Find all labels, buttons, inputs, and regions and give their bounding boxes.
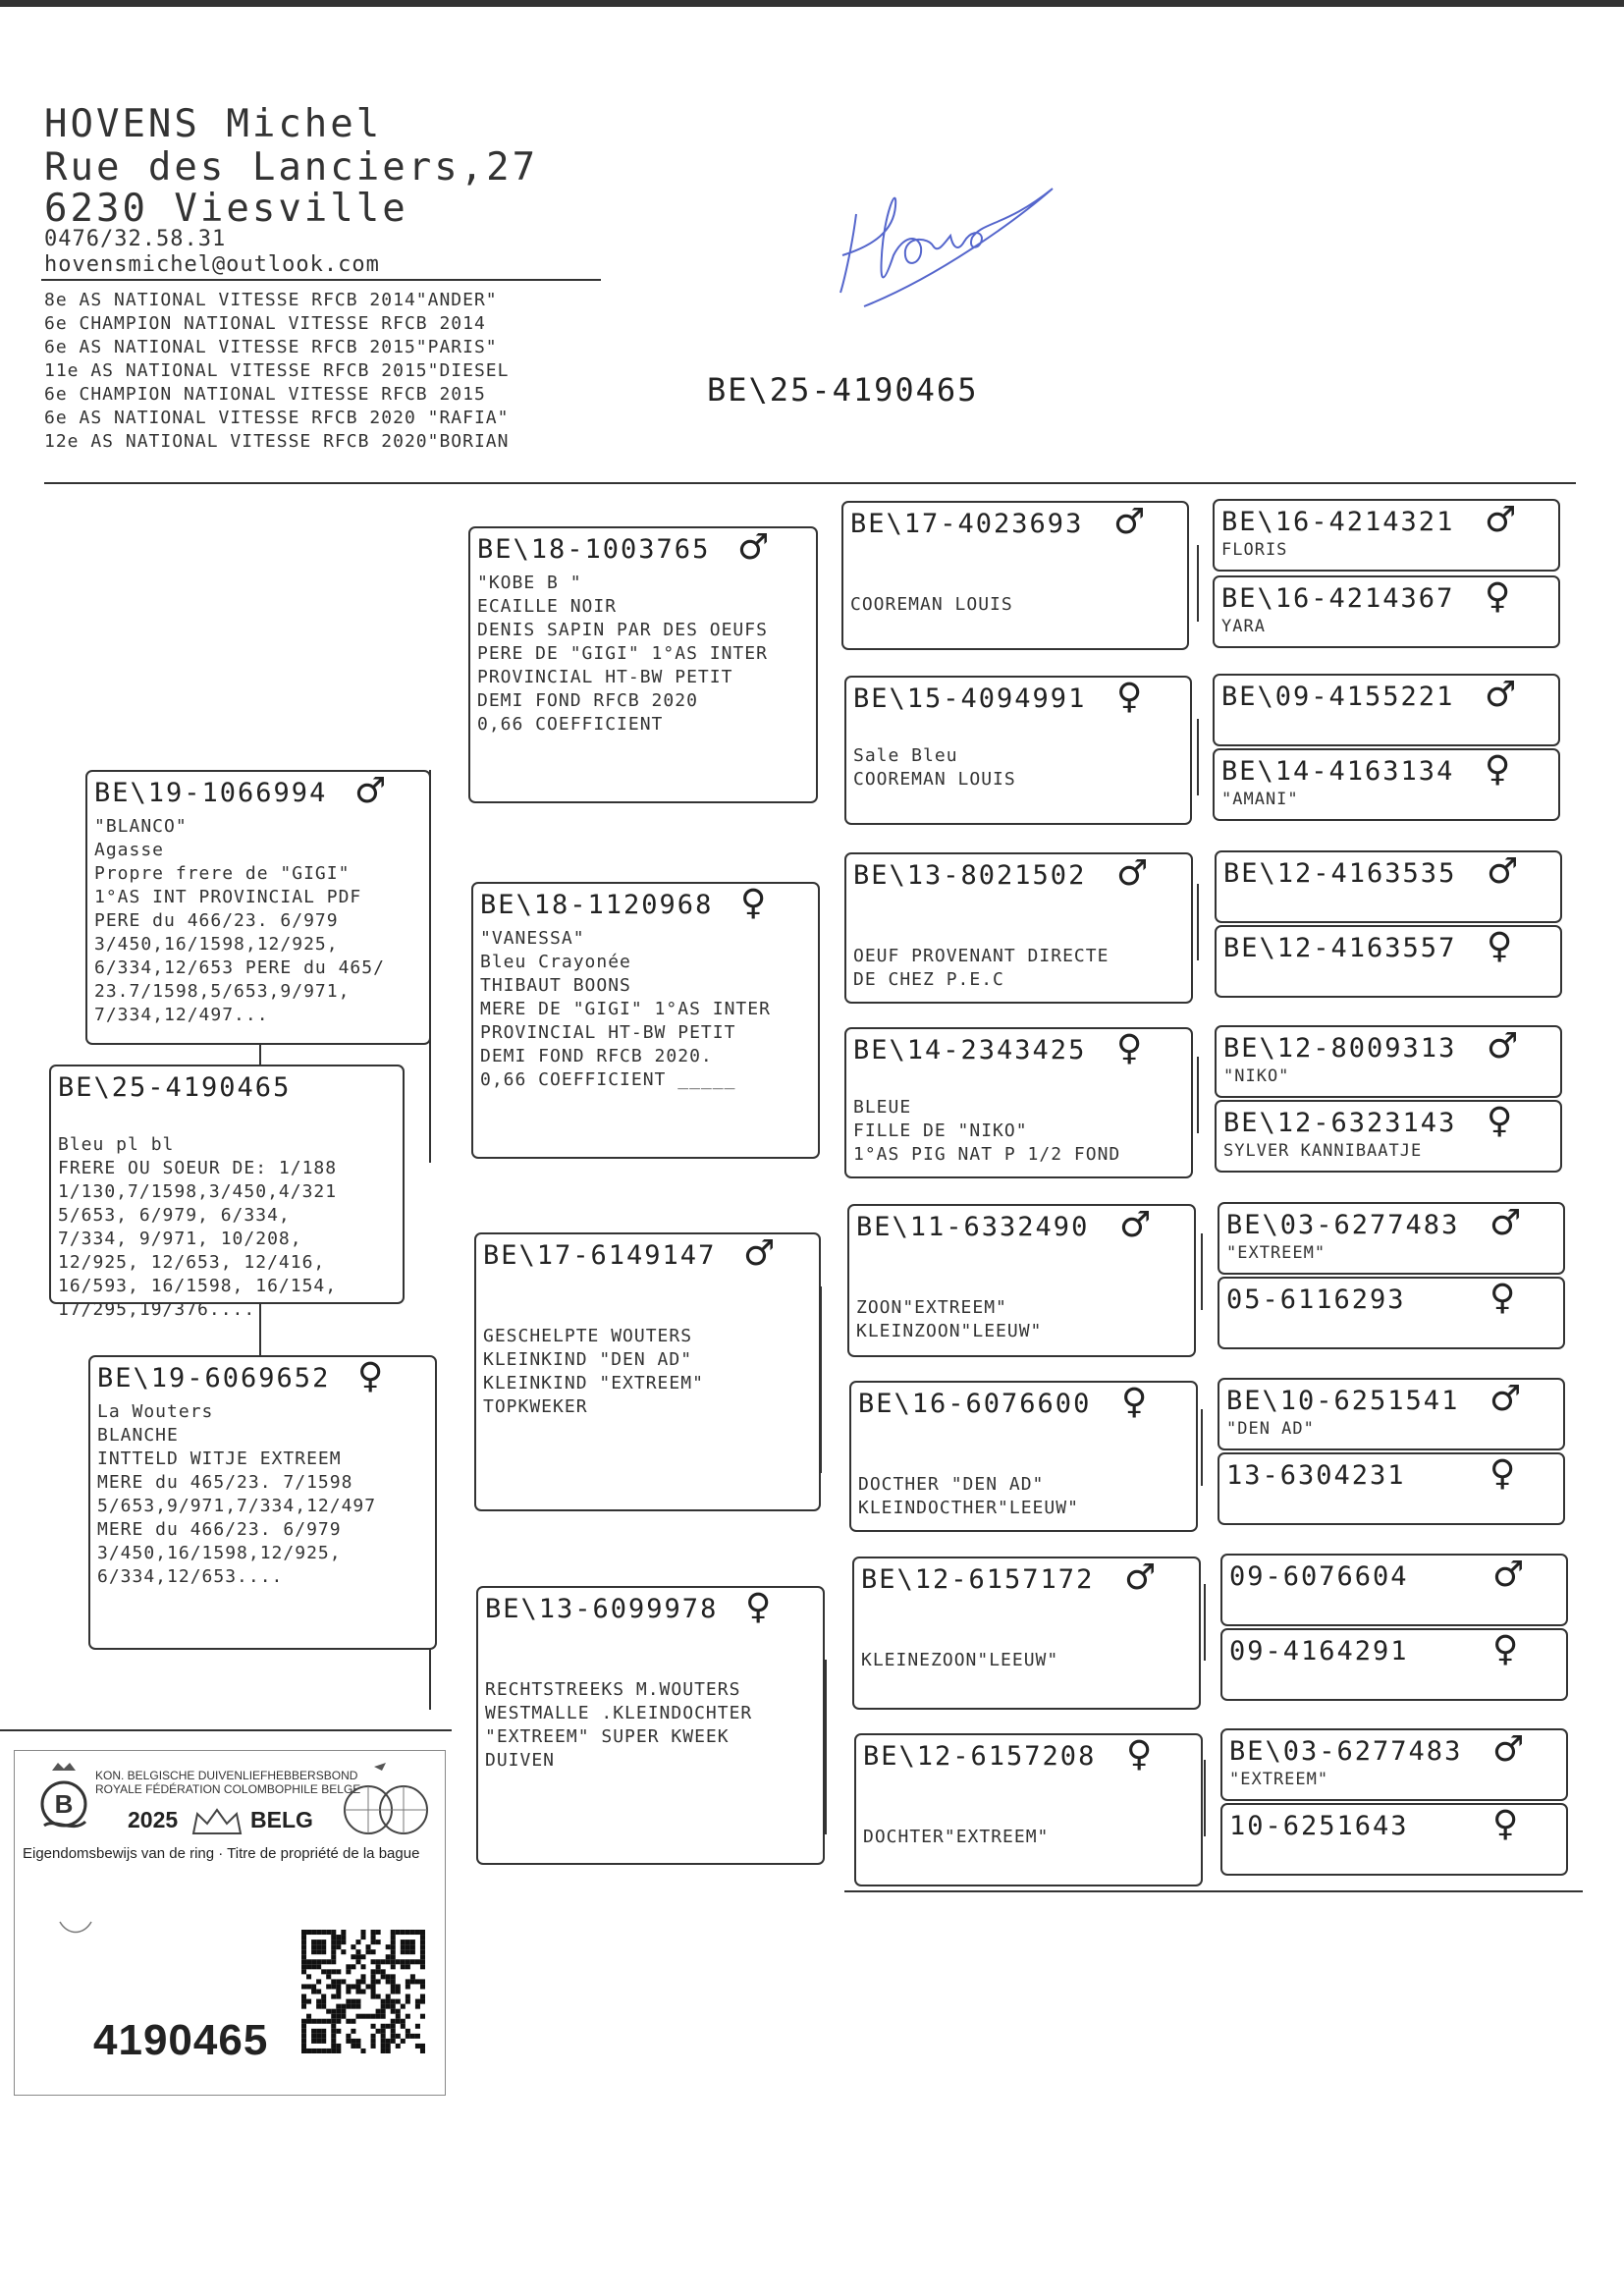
pigeon-note: DOCTHER "DEN AD" bbox=[858, 1474, 1045, 1495]
female-symbol-icon: ♀ bbox=[740, 883, 767, 923]
pigeon-note: COOREMAN LOUIS bbox=[850, 594, 1013, 615]
pigeon-note: KLEINDOCTHER"LEEUW" bbox=[858, 1498, 1079, 1518]
great-great-grandparent-box bbox=[1215, 925, 1562, 998]
male-symbol-icon: ♂ bbox=[1113, 502, 1146, 542]
pigeon-note: Bleu pl bl bbox=[58, 1134, 175, 1155]
pigeon-note: FLORIS bbox=[1221, 540, 1288, 560]
great-great-grandparent-box bbox=[1213, 575, 1560, 648]
great-grandparent-box bbox=[844, 852, 1193, 1004]
ring-id: BE\03-6277483 bbox=[1226, 1210, 1460, 1240]
female-symbol-icon: ♀ bbox=[1116, 1028, 1143, 1068]
result-line: 6e AS NATIONAL VITESSE RFCB 2020 "RAFIA" bbox=[44, 408, 510, 428]
female-symbol-icon: ♀ bbox=[1487, 1101, 1513, 1141]
female-symbol-icon: ♀ bbox=[357, 1356, 384, 1396]
pigeon-note: 1/130,7/1598,3/450,4/321 bbox=[58, 1181, 338, 1202]
pigeon-note: 0,66 COEFFICIENT bbox=[477, 714, 664, 735]
female-symbol-icon: ♀ bbox=[1121, 1382, 1148, 1422]
maternal-grandmother-box bbox=[476, 1586, 825, 1865]
pigeon-note: Propre frere de "GIGI" bbox=[94, 863, 351, 884]
ring-id: BE\13-6099978 bbox=[485, 1594, 719, 1624]
pigeon-note: Sale Bleu bbox=[853, 745, 958, 766]
great-great-grandparent-box bbox=[1215, 850, 1562, 923]
pigeon-note: INTTELD WITJE EXTREEM bbox=[97, 1448, 342, 1469]
ring-id: BE\12-6157208 bbox=[863, 1741, 1097, 1772]
male-symbol-icon: ♂ bbox=[737, 527, 770, 568]
ring-id: BE\12-8009313 bbox=[1223, 1033, 1457, 1064]
maternal-grandfather-box bbox=[474, 1232, 821, 1511]
owner-street: Rue des Lanciers,27 bbox=[44, 145, 539, 190]
ring-ownership-card bbox=[14, 1750, 446, 2096]
pigeon-note: DEMI FOND RFCB 2020 bbox=[477, 690, 698, 711]
pigeon-note: BLEUE bbox=[853, 1097, 912, 1118]
pigeon-note: SYLVER KANNIBAATJE bbox=[1223, 1141, 1423, 1161]
pigeon-note: PERE DE "GIGI" 1°AS INTER bbox=[477, 643, 768, 664]
ring-year: 2025 bbox=[128, 1807, 179, 1832]
ring-card-title: Eigendomsbewijs van de ring · Titre de propriété de la bague bbox=[23, 1845, 420, 1862]
ring-id: BE\18-1120968 bbox=[480, 890, 714, 920]
great-grandparent-box bbox=[852, 1557, 1201, 1710]
crest-letter: B bbox=[54, 1789, 74, 1819]
pigeon-note: "BLANCO" bbox=[94, 816, 188, 837]
female-symbol-icon: ♀ bbox=[1485, 749, 1511, 790]
ring-country: BELG bbox=[250, 1807, 313, 1832]
female-symbol-icon: ♀ bbox=[1492, 1804, 1519, 1844]
ring-id: 05-6116293 bbox=[1226, 1284, 1406, 1315]
connector bbox=[259, 1304, 261, 1355]
connector bbox=[1197, 545, 1199, 622]
ring-id: 09-6076604 bbox=[1229, 1561, 1409, 1592]
result-line: 12e AS NATIONAL VITESSE RFCB 2020"BORIAN bbox=[44, 431, 510, 452]
pigeon-note: "EXTREEM" bbox=[1229, 1770, 1329, 1789]
punch-hole-mark bbox=[56, 1910, 95, 1940]
male-symbol-icon: ♂ bbox=[1492, 1555, 1525, 1595]
male-symbol-icon: ♂ bbox=[354, 771, 387, 811]
great-great-grandparent-box bbox=[1215, 1025, 1562, 1098]
pigeon-note: MERE du 465/23. 7/1598 bbox=[97, 1472, 353, 1493]
pigeon-note: YARA bbox=[1221, 617, 1266, 636]
pigeon-note: MERE du 466/23. 6/979 bbox=[97, 1519, 342, 1540]
pigeon-note: "NIKO" bbox=[1223, 1066, 1290, 1086]
female-symbol-icon: ♀ bbox=[1116, 677, 1143, 717]
pigeon-note: WESTMALLE .KLEINDOCHTER bbox=[485, 1703, 753, 1723]
pigeon-note: DENIS SAPIN PAR DES OEUFS bbox=[477, 620, 768, 640]
ring-id: BE\18-1003765 bbox=[477, 534, 711, 565]
male-symbol-icon: ♂ bbox=[1487, 851, 1519, 892]
ring-id: 09-4164291 bbox=[1229, 1636, 1409, 1667]
great-great-grandparent-box bbox=[1213, 674, 1560, 746]
paternal-grandmother-box bbox=[471, 882, 820, 1159]
ring-id: BE\03-6277483 bbox=[1229, 1736, 1463, 1767]
subject-ring-number: BE\25-4190465 bbox=[707, 371, 979, 409]
pigeon-note: 3/450,16/1598,12/925, bbox=[97, 1543, 342, 1563]
ring-id: BE\14-4163134 bbox=[1221, 756, 1455, 787]
ring-id: BE\19-1066994 bbox=[94, 778, 328, 808]
pigeon-note: 7/334,12/497... bbox=[94, 1005, 269, 1025]
pigeon-note: DUIVEN bbox=[485, 1750, 556, 1771]
male-symbol-icon: ♂ bbox=[1485, 500, 1517, 540]
pigeon-note: DEMI FOND RFCB 2020. bbox=[480, 1046, 713, 1066]
pigeon-note: COOREMAN LOUIS bbox=[853, 769, 1016, 790]
connector bbox=[1201, 1233, 1203, 1310]
pigeon-note: 6/334,12/653.... bbox=[97, 1566, 284, 1587]
pigeon-note: GESCHELPTE WOUTERS bbox=[483, 1326, 693, 1346]
federation-name-fr: ROYALE FÉDÉRATION COLOMBOPHILE BELGE bbox=[95, 1782, 361, 1796]
great-grandparent-box bbox=[844, 676, 1192, 825]
female-symbol-icon: ♀ bbox=[745, 1587, 772, 1627]
pigeon-note: Bleu Crayonée bbox=[480, 952, 631, 972]
pigeon-note: DOCHTER"EXTREEM" bbox=[863, 1827, 1050, 1847]
connector bbox=[1197, 719, 1199, 795]
male-symbol-icon: ♂ bbox=[1487, 1026, 1519, 1066]
male-symbol-icon: ♂ bbox=[1489, 1203, 1522, 1243]
great-great-grandparent-box bbox=[1213, 499, 1560, 572]
federation-name bbox=[95, 1769, 360, 1796]
ring-id: BE\09-4155221 bbox=[1221, 682, 1455, 712]
card-divider bbox=[0, 1729, 452, 1731]
pigeon-note: "AMANI" bbox=[1221, 790, 1299, 809]
ring-id: BE\19-6069652 bbox=[97, 1363, 331, 1393]
pigeon-note: 0,66 COEFFICIENT _____ bbox=[480, 1069, 736, 1090]
ring-id: BE\17-4023693 bbox=[850, 509, 1084, 539]
male-symbol-icon: ♂ bbox=[1489, 1379, 1522, 1419]
result-line: 6e AS NATIONAL VITESSE RFCB 2015"PARIS" bbox=[44, 337, 498, 357]
female-symbol-icon: ♀ bbox=[1492, 1629, 1519, 1669]
pigeon-note: BLANCHE bbox=[97, 1425, 179, 1446]
great-great-grandparent-box bbox=[1220, 1628, 1568, 1701]
male-symbol-icon: ♂ bbox=[1485, 675, 1517, 715]
connector bbox=[1197, 884, 1199, 960]
pigeon-note: PERE du 466/23. 6/979 bbox=[94, 910, 339, 931]
female-symbol-icon: ♀ bbox=[1126, 1734, 1153, 1775]
pigeon-note: 5/653,9/971,7/334,12/497 bbox=[97, 1496, 377, 1516]
pigeon-note: FILLE DE "NIKO" bbox=[853, 1120, 1028, 1141]
pigeon-note: Agasse bbox=[94, 840, 165, 860]
male-symbol-icon: ♂ bbox=[1116, 853, 1149, 894]
pigeon-note: KLEINKIND "DEN AD" bbox=[483, 1349, 693, 1370]
pigeon-note: 23.7/1598,5/653,9/971, bbox=[94, 981, 351, 1002]
connector bbox=[1201, 1409, 1203, 1486]
great-great-grandparent-box bbox=[1220, 1554, 1568, 1626]
male-symbol-icon: ♂ bbox=[1492, 1729, 1525, 1770]
pigeon-note: 16/593, 16/1598, 16/154, bbox=[58, 1276, 338, 1296]
great-great-grandparent-box bbox=[1218, 1452, 1565, 1525]
connector bbox=[1197, 1057, 1199, 1133]
paternal-grandfather-box bbox=[468, 526, 818, 803]
female-symbol-icon: ♀ bbox=[1485, 576, 1511, 617]
great-grandparent-box bbox=[844, 1027, 1193, 1178]
pigeon-note: "VANESSA" bbox=[480, 928, 585, 949]
ring-id: 10-6251643 bbox=[1229, 1811, 1409, 1841]
ring-id: BE\12-6157172 bbox=[861, 1564, 1095, 1595]
ring-id: BE\25-4190465 bbox=[58, 1072, 292, 1103]
female-symbol-icon: ♀ bbox=[1489, 1278, 1516, 1318]
ring-id: BE\12-4163535 bbox=[1223, 858, 1457, 889]
pigeon-note: "KOBE B " bbox=[477, 573, 582, 593]
pigeon-note: 3/450,16/1598,12/925, bbox=[94, 934, 339, 955]
female-symbol-icon: ♀ bbox=[1487, 926, 1513, 966]
mother-box bbox=[88, 1355, 437, 1650]
pigeon-note: 6/334,12/653 PERE du 465/ bbox=[94, 957, 385, 978]
ring-id: BE\10-6251541 bbox=[1226, 1386, 1460, 1416]
pigeon-note: FRERE OU SOEUR DE: 1/188 bbox=[58, 1158, 338, 1178]
ring-id: BE\11-6332490 bbox=[856, 1212, 1090, 1242]
connector bbox=[825, 1660, 827, 1834]
female-symbol-icon: ♀ bbox=[1489, 1453, 1516, 1494]
ring-id: BE\17-6149147 bbox=[483, 1240, 717, 1271]
pigeon-note: La Wouters bbox=[97, 1401, 214, 1422]
male-symbol-icon: ♂ bbox=[743, 1233, 776, 1274]
pigeon-note: "EXTREEM" bbox=[1226, 1243, 1326, 1263]
ring-card-number: 4190465 bbox=[93, 2016, 269, 2064]
great-grandparent-box bbox=[849, 1381, 1198, 1532]
connector bbox=[1204, 1760, 1206, 1836]
ring-id: BE\12-4163557 bbox=[1223, 933, 1457, 963]
great-grandparent-box bbox=[841, 501, 1189, 650]
great-great-grandparent-box bbox=[1220, 1728, 1568, 1801]
ring-id: BE\14-2343425 bbox=[853, 1035, 1087, 1066]
handwritten-signature bbox=[835, 177, 1070, 324]
ring-id: 13-6304231 bbox=[1226, 1460, 1406, 1491]
connector bbox=[259, 1045, 261, 1065]
pigeon-note: PROVINCIAL HT-BW PETIT bbox=[477, 667, 733, 687]
pigeon-note: 17/295,19/376.... bbox=[58, 1299, 256, 1320]
result-line: 6e CHAMPION NATIONAL VITESSE RFCB 2014 bbox=[44, 313, 486, 334]
great-great-grandparent-box bbox=[1218, 1202, 1565, 1275]
pigeon-note: 12/925, 12/653, 12/416, bbox=[58, 1252, 326, 1273]
header-underline bbox=[41, 279, 601, 281]
connector bbox=[1204, 1584, 1206, 1661]
globe-dove-icon bbox=[339, 1759, 437, 1841]
great-grandparent-box bbox=[854, 1733, 1203, 1886]
pigeon-note: "EXTREEM" SUPER KWEEK bbox=[485, 1726, 730, 1747]
pigeon-note: RECHTSTREEKS M.WOUTERS bbox=[485, 1679, 741, 1700]
subject-pigeon-box bbox=[49, 1065, 405, 1320]
ring-id: BE\16-4214321 bbox=[1221, 507, 1455, 537]
pigeon-note: THIBAUT BOONS bbox=[480, 975, 631, 996]
pigeon-note: 1°AS PIG NAT P 1/2 FOND bbox=[853, 1144, 1121, 1165]
pigeon-note: TOPKWEKER bbox=[483, 1396, 588, 1417]
crown-icon bbox=[189, 1806, 244, 1837]
pigeon-note: MERE DE "GIGI" 1°AS INTER bbox=[480, 999, 771, 1019]
ring-id: BE\12-6323143 bbox=[1223, 1108, 1457, 1138]
great-great-grandparent-box bbox=[1215, 1100, 1562, 1173]
male-symbol-icon: ♂ bbox=[1124, 1557, 1157, 1598]
qr-code-icon bbox=[301, 1930, 425, 2053]
owner-city: 6230 Viesville bbox=[44, 187, 408, 231]
pigeon-note: KLEINZOON"LEEUW" bbox=[856, 1321, 1043, 1341]
federation-crest-icon bbox=[34, 1761, 93, 1841]
pigeon-note: DE CHEZ P.E.C bbox=[853, 969, 1004, 990]
great-great-grandparent-box bbox=[1213, 748, 1560, 821]
result-line: 11e AS NATIONAL VITESSE RFCB 2015"DIESEL bbox=[44, 360, 510, 381]
owner-phone: 0476/32.58.31 bbox=[44, 227, 227, 251]
father-box bbox=[85, 770, 431, 1045]
ring-id: BE\16-4214367 bbox=[1221, 583, 1455, 614]
ring-id: BE\13-8021502 bbox=[853, 860, 1087, 891]
result-line: 6e CHAMPION NATIONAL VITESSE RFCB 2015 bbox=[44, 384, 486, 405]
pigeon-note: PROVINCIAL HT-BW PETIT bbox=[480, 1022, 736, 1043]
pigeon-note: OEUF PROVENANT DIRECTE bbox=[853, 946, 1110, 966]
pigeon-note: 7/334, 9/971, 10/208, bbox=[58, 1229, 302, 1249]
pigeon-note: KLEINEZOON"LEEUW" bbox=[861, 1650, 1059, 1670]
pigeon-note: ECAILLE NOIR bbox=[477, 596, 618, 617]
great-grandparent-box bbox=[847, 1204, 1196, 1357]
result-line: 8e AS NATIONAL VITESSE RFCB 2014"ANDER" bbox=[44, 290, 498, 310]
owner-name: HOVENS Michel bbox=[44, 102, 383, 146]
great-great-grandparent-box bbox=[1220, 1803, 1568, 1876]
great-great-grandparent-box bbox=[1218, 1378, 1565, 1450]
scan-top-edge bbox=[0, 0, 1624, 7]
great-great-grandparent-box bbox=[1218, 1277, 1565, 1349]
federation-name-nl: KON. BELGISCHE DUIVENLIEFHEBBERSBOND bbox=[95, 1769, 358, 1782]
ring-id: BE\15-4094991 bbox=[853, 683, 1087, 714]
pigeon-note: KLEINKIND "EXTREEM" bbox=[483, 1373, 704, 1393]
pigeon-note: "DEN AD" bbox=[1226, 1419, 1315, 1439]
pigeon-note: 5/653, 6/979, 6/334, bbox=[58, 1205, 291, 1226]
bottom-divider bbox=[844, 1890, 1583, 1892]
pigeon-note: ZOON"EXTREEM" bbox=[856, 1297, 1007, 1318]
ring-id: BE\16-6076600 bbox=[858, 1389, 1092, 1419]
male-symbol-icon: ♂ bbox=[1119, 1205, 1152, 1245]
pigeon-note: 1°AS INT PROVINCIAL PDF bbox=[94, 887, 362, 907]
owner-email: hovensmichel@outlook.com bbox=[44, 252, 380, 277]
top-divider bbox=[44, 482, 1576, 484]
